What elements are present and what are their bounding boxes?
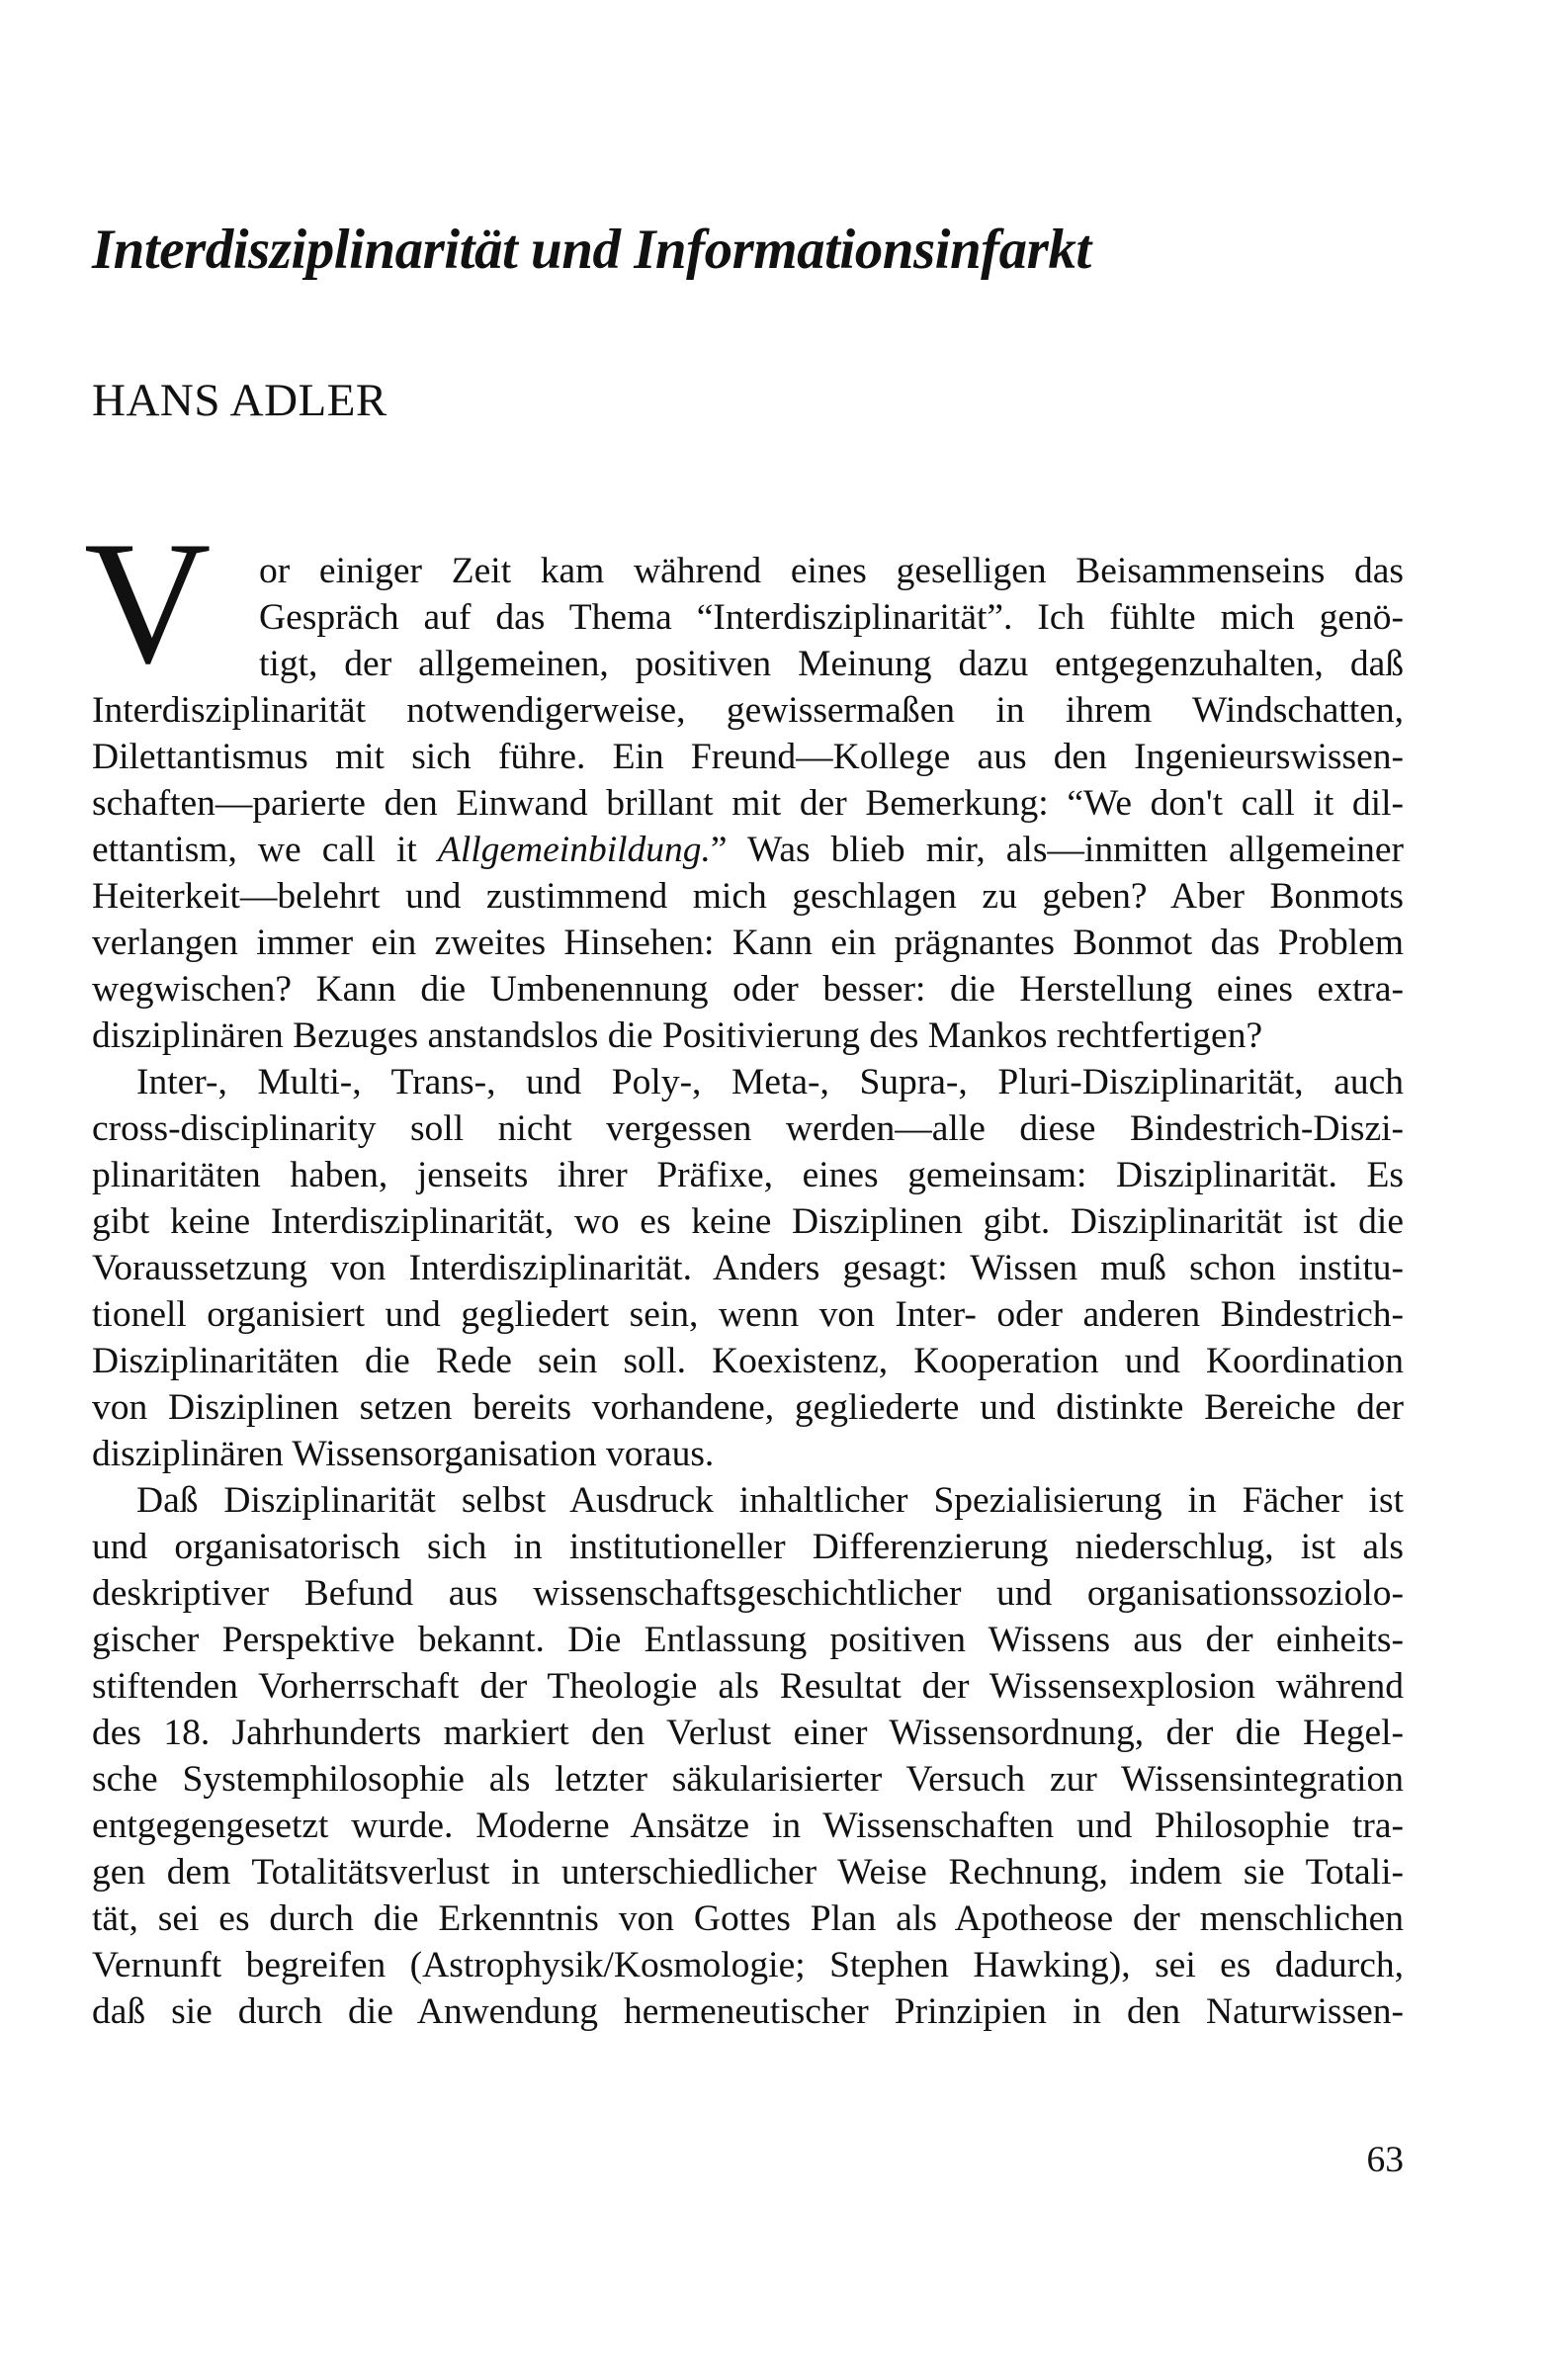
text-line: Gespräch auf das Thema “Interdisziplinarität”. Ich fühlte mich genö- [259, 597, 1404, 638]
text-line: schaften—parierte den Einwand brillant mit der Bemerkung: “We don't call it dil- [92, 783, 1404, 824]
text-line: gischer Perspektive bekannt. Die Entlassung positiven Wissens aus der einheits- [92, 1620, 1404, 1660]
text-line: von Disziplinen setzen bereits vorhandene, gegliederte und distinkte Bereiche der [92, 1387, 1404, 1428]
drop-cap: V [84, 504, 212, 700]
text-line: Interdisziplinarität notwendigerweise, gewissermaßen in ihrem Windschatten, [92, 690, 1404, 731]
text-line: stiftenden Vorherrschaft der Theologie als Resultat der Wissensexplosion während [92, 1666, 1404, 1707]
text-line: deskriptiver Befund aus wissenschaftsgeschichtlicher und organisationssoziolo- [92, 1573, 1404, 1614]
text-line: Disziplinaritäten die Rede sein soll. Koexistenz, Kooperation und Koordination [92, 1341, 1404, 1381]
text-line: Voraussetzung von Interdisziplinarität. Anders gesagt: Wissen muß schon institu- [92, 1248, 1404, 1288]
text-line: cross-disciplinarity soll nicht vergessen werden—alle diese Bindestrich-Diszi- [92, 1108, 1404, 1149]
author-name: HANS ADLER [92, 375, 387, 426]
text-line: gibt keine Interdisziplinarität, wo es keine Disziplinen gibt. Disziplinarität ist die [92, 1201, 1404, 1242]
article-title: Interdisziplinarität und Informationsinfarkt [92, 219, 1091, 281]
text-line: verlangen immer ein zweites Hinsehen: Kann ein prägnantes Bonmot das Problem [92, 923, 1404, 963]
text-line: plinaritäten haben, jenseits ihrer Präfixe, eines gemeinsam: Disziplinarität. Es [92, 1155, 1404, 1195]
page-number: 63 [1366, 2140, 1404, 2180]
text-line: wegwischen? Kann die Umbenennung oder besser: die Herstellung eines extra- [92, 969, 1404, 1010]
text-line: tät, sei es durch die Erkenntnis von Gottes Plan als Apotheose der menschlichen [92, 1898, 1404, 1939]
italic-term: Allgemeinbildung. [437, 830, 711, 870]
text-line: des 18. Jahrhunderts markiert den Verlust einer Wissensordnung, der die Hegel- [92, 1713, 1404, 1753]
text-line: entgegengesetzt wurde. Moderne Ansätze in Wissenschaften und Philosophie tra- [92, 1806, 1404, 1846]
text-line: sche Systemphilosophie als letzter säkularisierter Versuch zur Wissensintegration [92, 1759, 1404, 1800]
text-line [92, 829, 1404, 874]
text-line: Vernunft begreifen (Astrophysik/Kosmologie; Stephen Hawking), sei es dadurch, [92, 1945, 1404, 1985]
text-line: Dilettantismus mit sich führe. Ein Freund—Kollege aus den Ingenieurswissen- [92, 737, 1404, 777]
text-segment: ” Was blieb mir, als—inmitten allgemeiner [710, 830, 1405, 870]
text-line: or einiger Zeit kam während eines geselligen Beisammenseins das [259, 551, 1404, 591]
text-line: und organisatorisch sich in institutioneller Differenzierung niederschlug, ist als [92, 1527, 1404, 1567]
text-line: daß sie durch die Anwendung hermeneutischer Prinzipien in den Naturwissen- [92, 1991, 1404, 2032]
text-line: disziplinären Wissensorganisation voraus. [92, 1434, 715, 1474]
text-line: disziplinären Bezuges anstandslos die Positivierung des Mankos rechtfertigen? [92, 1015, 1263, 1056]
text-line: Heiterkeit—belehrt und zustimmend mich geschlagen zu geben? Aber Bonmots [92, 876, 1404, 917]
text-line: gen dem Totalitätsverlust in unterschiedlicher Weise Rechnung, indem sie Totali- [92, 1852, 1404, 1893]
text-line: tionell organisiert und gegliedert sein, wenn von Inter- oder anderen Bindestrich- [92, 1294, 1404, 1335]
text-line: Daß Disziplinarität selbst Ausdruck inhaltlicher Spezialisierung in Fächer ist [136, 1480, 1404, 1521]
text-segment: ettantism, we call it [92, 830, 417, 870]
text-line: tigt, der allgemeinen, positiven Meinung dazu entgegenzuhalten, daß [259, 644, 1404, 684]
text-line: Inter-, Multi-, Trans-, und Poly-, Meta-, Supra-, Pluri-Disziplinarität, auch [136, 1062, 1404, 1102]
